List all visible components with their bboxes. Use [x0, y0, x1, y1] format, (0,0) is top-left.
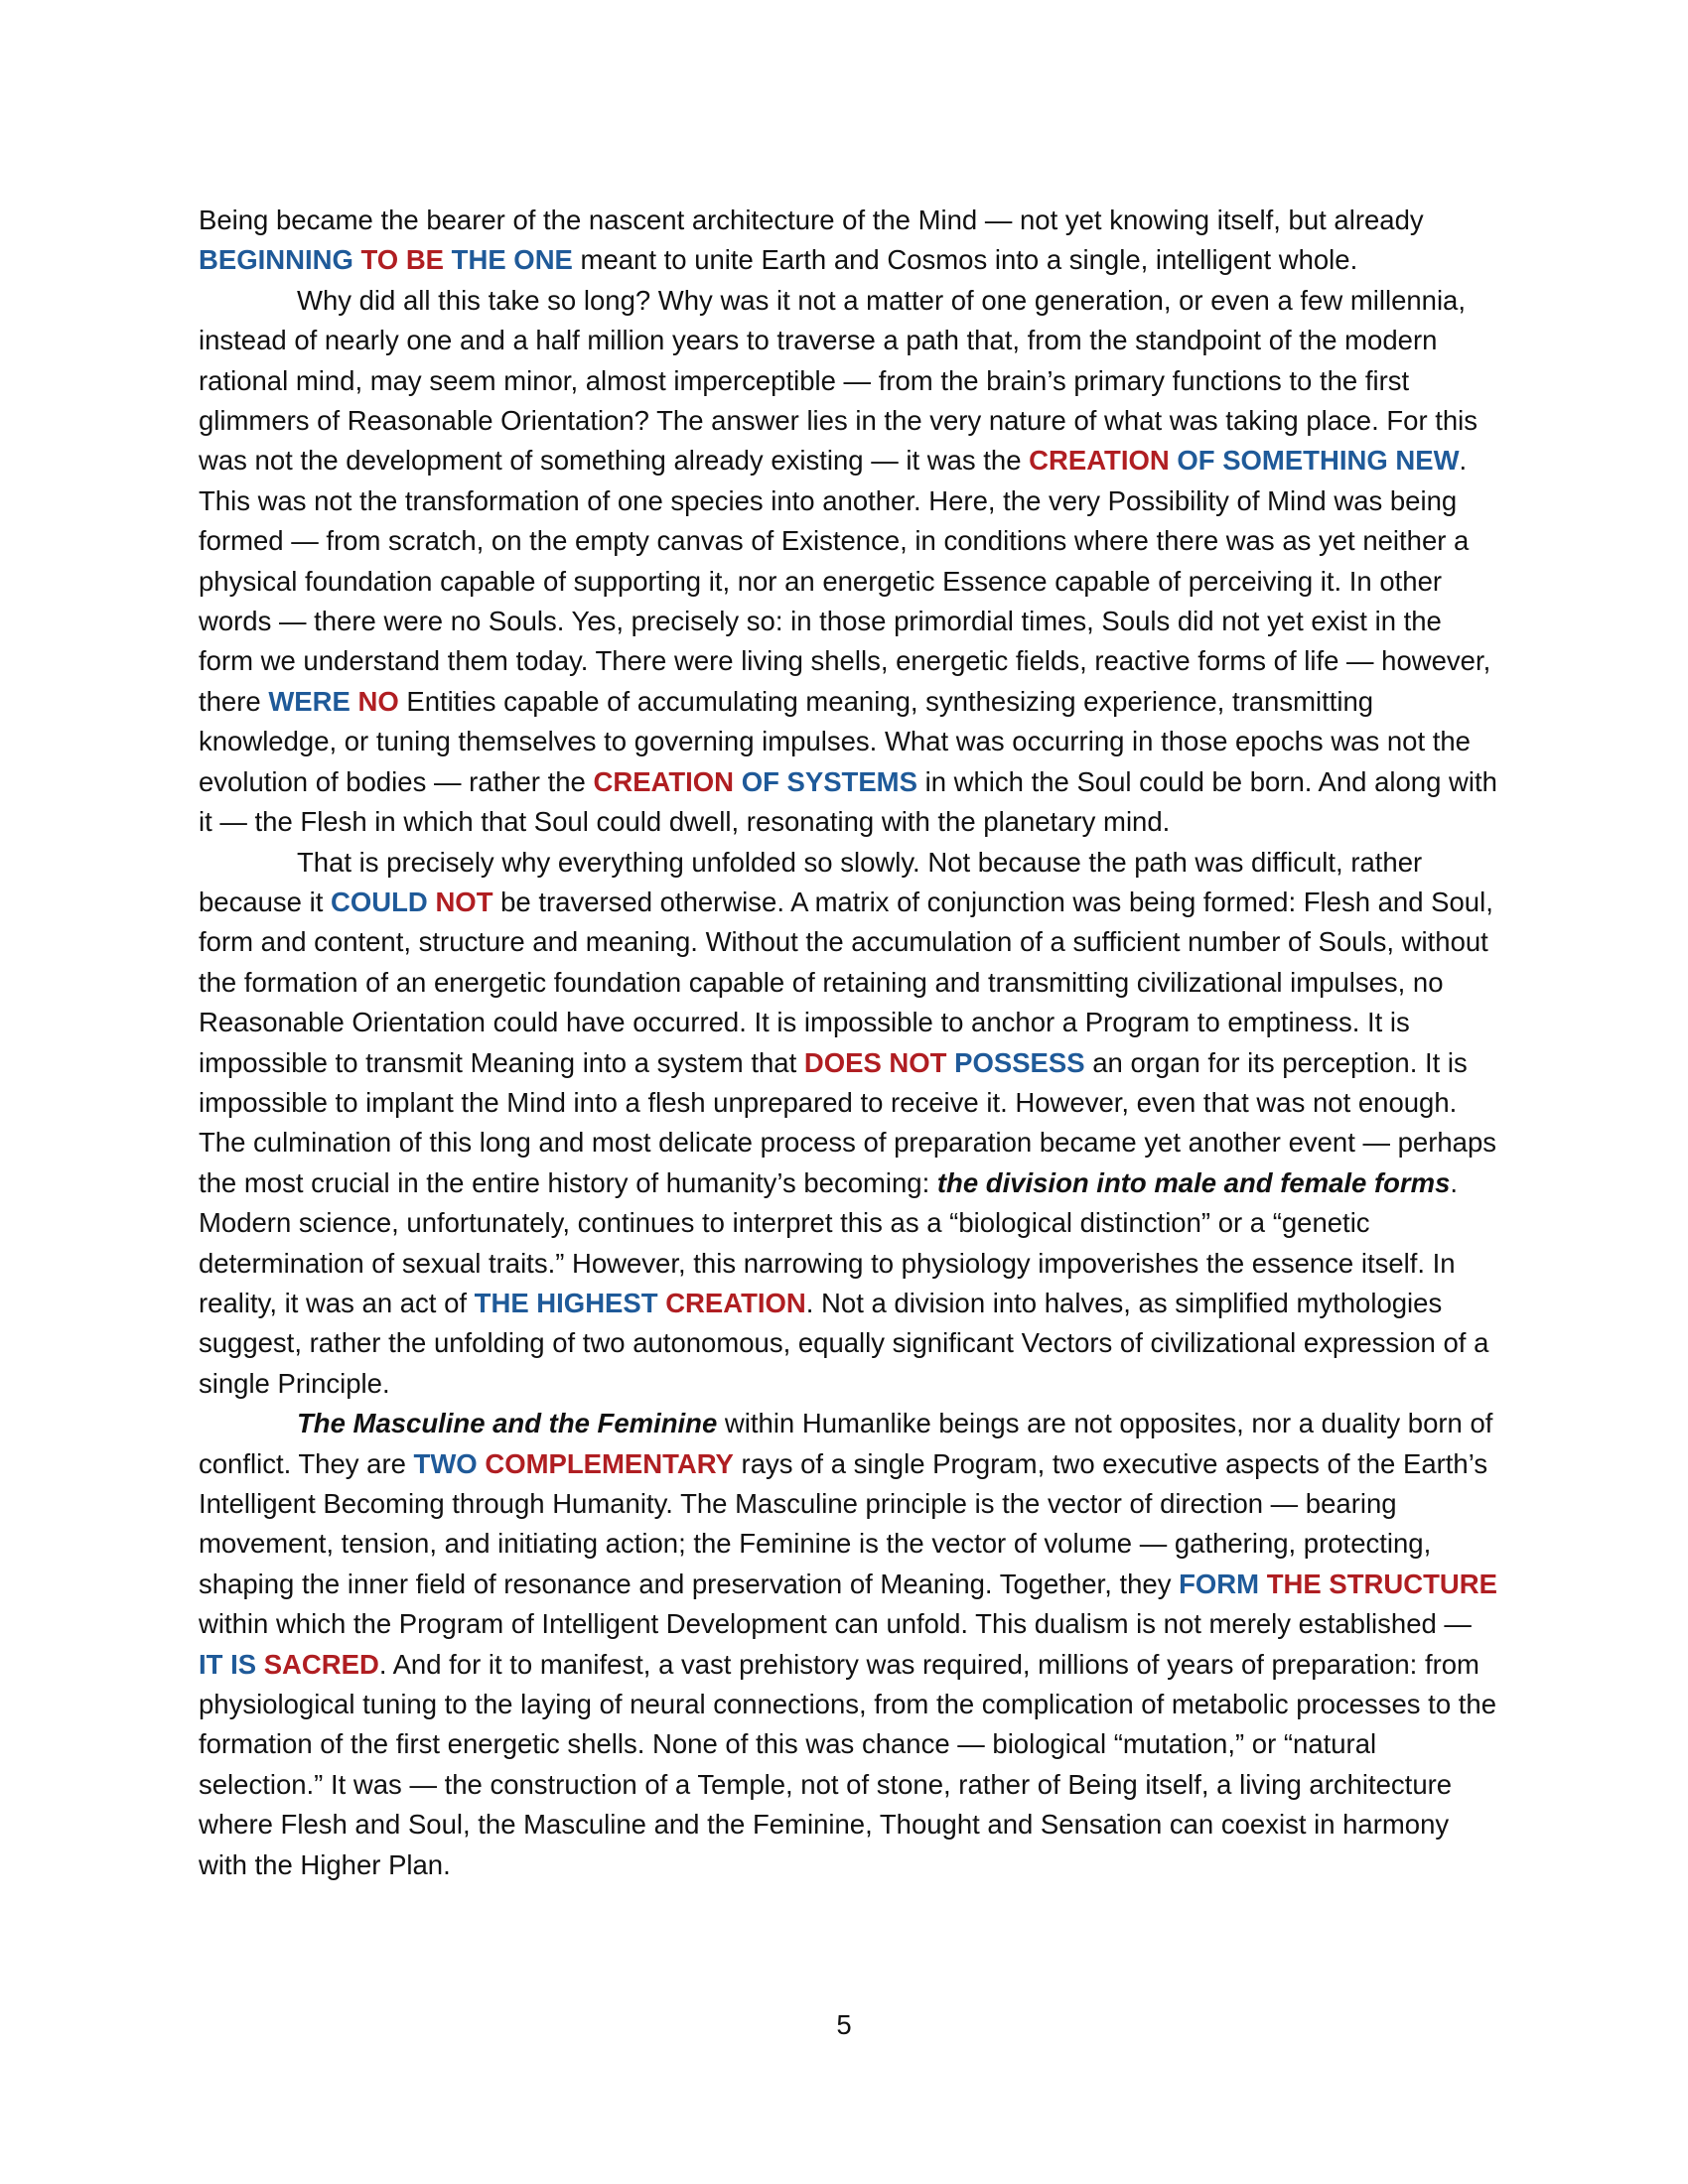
- text-run: Why did all this take so long? Why was it not a matter of one generation, or even a few millennia, instead of nearly one and a half million years to traverse a path that, from the standpoint of the modern rational mind, may seem minor, almost imperceptible — from the brain’s primary functions to the first glimmers of Reasonable Orientation? The answer lies in the very nature of what was taking place. For this was not the development of something already existing — it was the: [199, 284, 1478, 477]
- text-run: . This was not the transformation of one species into another. Here, the very Possibility of Mind was being formed — from scratch, on the empty canvas of Existence, in conditions where there was as yet neither a physical foundation capable of supporting it, nor an energetic Essence capable of perceiving it. In other words — there were no Souls. Yes, precisely so: in those primordial times, Souls did not yet exist in the form we understand them today. There were living shells, energetic fields, reactive forms of life — however, there: [199, 445, 1491, 717]
- page-number: 5: [836, 2009, 852, 2040]
- text-run: be traversed otherwise. A matrix of conjunction was being formed: Flesh and Soul, form and content, structure and meaning. Without the accumulation of a sufficient number of Souls, without the formation of an energetic foundation capable of retaining and transmitting civilizational impulses, no Reasonable Orientation could have occurred. It is impossible to anchor a Program to emptiness. It is impossible to transmit Meaning into a system that: [199, 886, 1493, 1078]
- document-page: [199, 201, 1499, 1885]
- text-run: an organ for its perception. It is impossible to implant the Mind into a flesh unprepared to receive it. However, even that was not enough. The culmination of this long and most delicate process of preparation became yet another event — perhaps the most crucial in the entire history of humanity’s becoming:: [199, 1046, 1497, 1198]
- emphasis-blue: FORM: [1179, 1568, 1267, 1599]
- paragraph-2: [199, 281, 1499, 843]
- text-run: within which the Program of Intelligent Development can unfold. This dualism is not merely established —: [199, 1608, 1472, 1640]
- emphasis-red: DOES NOT: [803, 1046, 955, 1078]
- emphasis-blue: THE ONE: [451, 244, 573, 276]
- text-run: meant to unite Earth and Cosmos into a single, intelligent whole.: [572, 244, 1358, 276]
- emphasis-red: COMPLEMENTARY: [485, 1447, 734, 1479]
- text-run: That is precisely why everything unfolded so slowly. Not because the path was difficult, rather because it: [199, 846, 1423, 917]
- paragraph-4: [199, 1404, 1499, 1885]
- emphasis-red: THE STRUCTURE: [1266, 1568, 1497, 1599]
- emphasis-red: TO BE: [360, 244, 452, 276]
- emphasis-red: NO: [357, 685, 399, 717]
- emphasis-red: NOT: [435, 886, 493, 917]
- text-run: Entities capable of accumulating meaning, synthesizing experience, transmitting knowledge, or tuning themselves to governing impulses. What was occurring in those epochs was not the evolution of bodies — rather the: [199, 685, 1471, 797]
- text-run: in which the Soul could be born. And along with it — the Flesh in which that Soul could dwell, resonating with the planetary mind.: [199, 765, 1497, 838]
- text-run: . Not a division into halves, as simplified mythologies suggest, rather the unfolding of two autonomous, equally significant Vectors of civilizational expression of a single Principle.: [199, 1287, 1489, 1399]
- emphasis-blue: IT IS: [199, 1648, 264, 1680]
- paragraph-1: [199, 201, 1499, 281]
- text-run: . Modern science, unfortunately, continues to interpret this as a “biological distinction” or a “genetic determination of sexual traits.” However, this narrowing to physiology impoverishes the essence itself. In reality, it was an act of: [199, 1166, 1459, 1318]
- emphasis-bold-italic: the division into male and female forms: [936, 1166, 1451, 1198]
- emphasis-blue: OF SOMETHING NEW: [1169, 445, 1460, 477]
- text-run: within Humanlike beings are not opposites, nor a duality born of conflict. They are: [199, 1408, 1493, 1479]
- emphasis-blue: THE HIGHEST: [474, 1287, 666, 1318]
- emphasis-blue: OF SYSTEMS: [741, 765, 917, 797]
- emphasis-blue: TWO: [413, 1447, 486, 1479]
- emphasis-blue: WERE: [268, 685, 358, 717]
- emphasis-red: CREATION: [665, 1287, 806, 1318]
- paragraph-3: [199, 843, 1499, 1405]
- emphasis-red: SACRED: [263, 1648, 379, 1680]
- text-run: . And for it to manifest, a vast prehistory was required, millions of years of preparation: from physiological tuning to the laying of neural connections, from the complication of metabolic processes to the formation of the first energetic shells. None of this was chance — biological “mutation,” or “natural selection.” It was — the construction of a Temple, not of stone, rather of Being itself, a living architecture where Flesh and Soul, the Masculine and the Feminine, Thought and Sensation can coexist in harmony with the Higher Plan.: [199, 1648, 1496, 1880]
- text-run: rays of a single Program, two executive aspects of the Earth’s Intelligent Becoming through Humanity. The Masculine principle is the vector of direction — bearing movement, tension, and initiating action; the Feminine is the vector of volume — gathering, protecting, shaping the inner field of resonance and preservation of Meaning. Together, they: [199, 1447, 1488, 1599]
- emphasis-blue: BEGINNING: [199, 244, 361, 276]
- emphasis-red: CREATION: [1029, 445, 1170, 477]
- emphasis-red: CREATION: [593, 765, 742, 797]
- emphasis-blue: POSSESS: [954, 1046, 1085, 1078]
- emphasis-bold-italic: The Masculine and the Feminine: [297, 1408, 718, 1439]
- emphasis-blue: COULD: [331, 886, 436, 917]
- text-run: Being became the bearer of the nascent architecture of the Mind — not yet knowing itself, but already: [199, 205, 1424, 235]
